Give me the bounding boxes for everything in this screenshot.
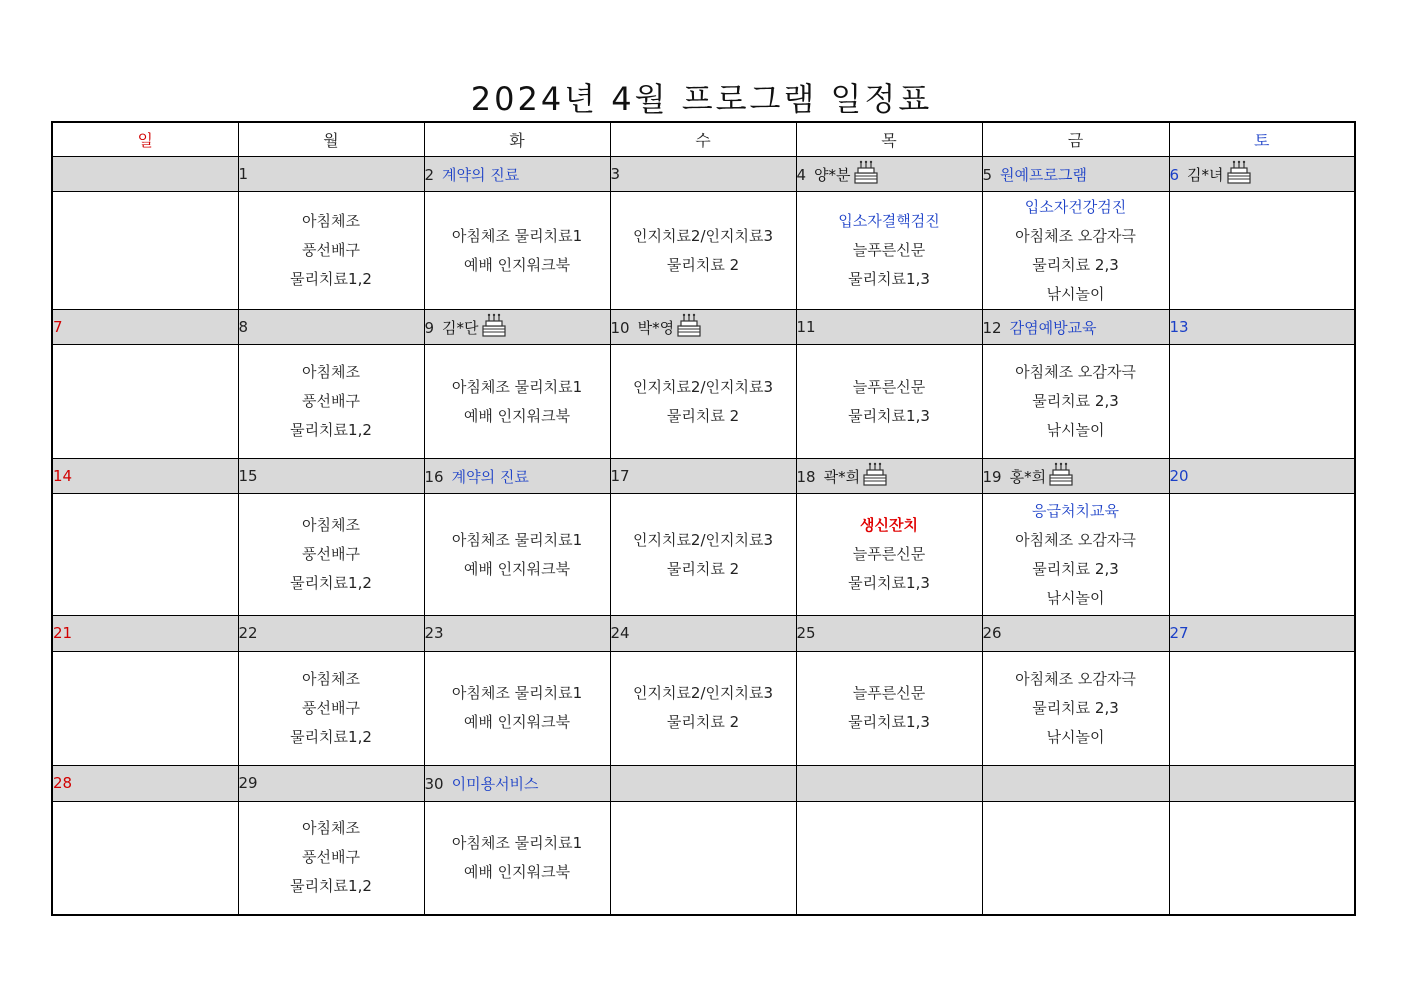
day-cell — [1169, 766, 1355, 801]
program-item: 아침체조 오감자극 — [1015, 669, 1136, 688]
program-item: 물리치료 2 — [666, 713, 740, 732]
day-number: 18 — [796, 468, 816, 487]
day-number: 16 — [424, 467, 444, 486]
day-cell — [982, 310, 1169, 345]
program-item: 낚시놀이 — [1046, 284, 1105, 303]
program-item: 아침체조 — [302, 212, 360, 231]
day-cell — [238, 766, 424, 801]
program-item: 아침체조 오감자극 — [1015, 530, 1136, 549]
day-cell — [238, 310, 424, 345]
program-item: 풍선배구 — [302, 698, 360, 717]
day-number: 20 — [1169, 467, 1189, 486]
program-cell — [424, 651, 610, 766]
day-number: 3 — [610, 165, 621, 184]
day-number: 22 — [238, 624, 258, 643]
program-item: 늘푸른신문 — [852, 545, 926, 564]
program-cell — [1169, 801, 1355, 915]
day-cell — [238, 157, 424, 192]
program-item: 물리치료 2,3 — [1032, 255, 1119, 274]
day-number: 17 — [610, 467, 630, 486]
program-item: 인지치료2/인지치료3 — [632, 377, 774, 396]
program-cell — [796, 494, 982, 616]
program-cell — [982, 651, 1169, 766]
day-number: 28 — [53, 774, 73, 793]
day-cell — [796, 616, 982, 651]
program-cell — [982, 801, 1169, 915]
program-item: 아침체조 — [302, 363, 360, 382]
day-number: 5 — [982, 165, 993, 184]
day-number: 12 — [982, 318, 1002, 337]
program-cell — [982, 494, 1169, 616]
day-number: 25 — [796, 624, 816, 643]
day-number-row — [52, 310, 1355, 345]
day-cell — [238, 616, 424, 651]
day-cell — [796, 459, 982, 494]
day-cell — [610, 459, 796, 494]
program-row — [52, 651, 1355, 766]
program-cell — [610, 801, 796, 915]
day-cell — [424, 459, 610, 494]
program-cell — [1169, 494, 1355, 616]
day-number: 14 — [53, 467, 73, 486]
program-item: 예배 인지워크북 — [463, 713, 571, 732]
day-number: 1 — [238, 165, 249, 184]
program-highlight: 입소자건강검진 — [1024, 197, 1127, 216]
day-cell — [982, 459, 1169, 494]
program-item: 물리치료 2,3 — [1032, 559, 1119, 578]
program-item: 풍선배구 — [302, 241, 360, 260]
day-number: 30 — [424, 774, 444, 793]
program-cell — [52, 494, 238, 616]
program-item: 물리치료 2 — [666, 559, 740, 578]
program-row — [52, 494, 1355, 616]
day-cell — [1169, 310, 1355, 345]
event-label: 계약의 진료 — [442, 165, 520, 184]
program-cell — [796, 192, 982, 310]
program-cell — [424, 345, 610, 459]
day-cell — [52, 616, 238, 651]
day-number: 13 — [1169, 318, 1189, 337]
birthday-cake-icon — [1047, 462, 1075, 490]
header-sat: 토 — [1169, 122, 1355, 157]
day-cell — [1169, 459, 1355, 494]
day-number: 4 — [796, 166, 807, 185]
program-item: 예배 인지워크북 — [463, 255, 571, 274]
birthday-name: 양*분 — [814, 166, 851, 185]
program-item: 아침체조 — [302, 819, 360, 838]
page-title: 2024년 4월 프로그램 일정표 — [470, 80, 933, 118]
program-cell — [610, 494, 796, 616]
program-cell — [424, 801, 610, 915]
day-number: 19 — [982, 468, 1002, 487]
program-highlight: 응급처치교육 — [1032, 501, 1119, 520]
day-number: 6 — [1169, 166, 1180, 185]
program-item: 아침체조 물리치료1 — [451, 833, 583, 852]
program-cell — [52, 192, 238, 310]
program-cell — [238, 192, 424, 310]
program-item: 물리치료1,3 — [848, 270, 930, 289]
program-cell — [982, 192, 1169, 310]
program-item: 아침체조 물리치료1 — [451, 530, 583, 549]
day-number: 9 — [424, 319, 435, 338]
program-cell — [982, 345, 1169, 459]
day-number: 8 — [238, 318, 249, 337]
program-row — [52, 345, 1355, 459]
birthday-name: 곽*희 — [823, 468, 861, 487]
program-item: 풍선배구 — [302, 848, 360, 867]
day-number: 10 — [610, 319, 630, 338]
program-item: 물리치료1,2 — [290, 727, 372, 746]
day-number-row — [52, 766, 1355, 801]
day-number-row — [52, 616, 1355, 651]
program-item: 늘푸른신문 — [852, 684, 926, 703]
header-sun: 일 — [52, 122, 238, 157]
program-item: 인지치료2/인지치료3 — [632, 226, 774, 245]
program-row — [52, 801, 1355, 915]
program-cell — [52, 801, 238, 915]
program-item: 아침체조 오감자극 — [1015, 226, 1136, 245]
program-item: 아침체조 물리치료1 — [451, 226, 583, 245]
program-item: 낚시놀이 — [1046, 727, 1105, 746]
day-number-row — [52, 157, 1355, 192]
program-item: 물리치료1,3 — [848, 574, 930, 593]
program-item: 아침체조 물리치료1 — [451, 377, 583, 396]
program-cell — [238, 801, 424, 915]
birthday-name: 박*영 — [637, 319, 675, 338]
day-cell — [238, 459, 424, 494]
program-item: 물리치료1,3 — [848, 713, 930, 732]
program-item: 물리치료1,2 — [290, 421, 372, 440]
program-item: 늘푸른신문 — [852, 241, 926, 260]
birthday-name: 김*녀 — [1187, 166, 1224, 185]
birthday-cake-icon — [861, 462, 889, 490]
day-number: 15 — [238, 467, 258, 486]
day-cell — [424, 616, 610, 651]
day-cell — [52, 310, 238, 345]
event-label: 이미용서비스 — [451, 774, 539, 793]
day-cell — [424, 766, 610, 801]
weekday-header-row — [52, 122, 1355, 157]
event-label: 계약의 진료 — [451, 467, 529, 486]
program-item: 물리치료 2,3 — [1032, 392, 1119, 411]
program-item: 물리치료1,2 — [290, 270, 372, 289]
day-cell — [1169, 157, 1355, 192]
day-number-row — [52, 459, 1355, 494]
header-thu: 목 — [796, 122, 982, 157]
birthday-cake-icon — [852, 160, 880, 188]
day-number: 24 — [610, 624, 630, 643]
program-cell — [238, 494, 424, 616]
program-cell — [238, 651, 424, 766]
event-label: 원예프로그램 — [1000, 165, 1087, 184]
day-cell — [52, 766, 238, 801]
program-item: 아침체조 — [302, 516, 360, 535]
day-number: 11 — [796, 318, 816, 337]
day-cell — [610, 157, 796, 192]
program-cell — [610, 651, 796, 766]
schedule-calendar — [51, 121, 1356, 916]
program-item: 물리치료 2 — [666, 255, 740, 274]
birthday-name: 홍*희 — [1009, 468, 1047, 487]
day-cell — [796, 310, 982, 345]
day-cell — [796, 157, 982, 192]
program-cell — [424, 192, 610, 310]
birthday-name: 김*단 — [442, 319, 479, 338]
header-tue: 화 — [424, 122, 610, 157]
day-cell — [424, 157, 610, 192]
program-cell — [424, 494, 610, 616]
program-cell — [1169, 345, 1355, 459]
event-label: 감염예방교육 — [1009, 318, 1097, 337]
program-item: 풍선배구 — [302, 392, 360, 411]
birthday-cake-icon — [675, 313, 703, 341]
program-cell — [796, 345, 982, 459]
day-number: 27 — [1169, 624, 1189, 643]
program-cell — [238, 345, 424, 459]
program-item: 아침체조 — [302, 669, 360, 688]
calendar-body — [52, 157, 1355, 916]
program-item: 물리치료1,3 — [848, 406, 930, 425]
program-item: 물리치료1,2 — [290, 877, 372, 896]
birthday-cake-icon — [480, 313, 508, 341]
day-number: 7 — [53, 318, 63, 337]
program-cell — [796, 651, 982, 766]
day-cell — [610, 616, 796, 651]
day-number: 21 — [53, 624, 73, 643]
program-highlight: 입소자결핵검진 — [838, 212, 940, 231]
program-row — [52, 192, 1355, 310]
day-number: 26 — [982, 624, 1002, 643]
day-cell — [610, 766, 796, 801]
program-highlight: 생신잔치 — [860, 516, 918, 535]
day-number: 29 — [238, 774, 258, 793]
program-cell — [796, 801, 982, 915]
program-item: 낚시놀이 — [1046, 588, 1105, 607]
header-mon: 월 — [238, 122, 424, 157]
day-number: 2 — [424, 165, 435, 184]
day-cell — [424, 310, 610, 345]
day-cell — [982, 766, 1169, 801]
day-cell — [1169, 616, 1355, 651]
program-cell — [1169, 651, 1355, 766]
program-item: 예배 인지워크북 — [463, 559, 571, 578]
day-number: 23 — [424, 624, 444, 643]
program-item: 늘푸른신문 — [852, 377, 926, 396]
program-item: 물리치료1,2 — [290, 574, 372, 593]
day-cell — [982, 157, 1169, 192]
program-item: 물리치료 2 — [666, 406, 740, 425]
day-cell — [982, 616, 1169, 651]
program-cell — [1169, 192, 1355, 310]
header-wed: 수 — [610, 122, 796, 157]
program-cell — [610, 192, 796, 310]
day-cell — [52, 157, 238, 192]
program-item: 인지치료2/인지치료3 — [632, 530, 774, 549]
program-item: 아침체조 오감자극 — [1015, 363, 1136, 382]
program-item: 아침체조 물리치료1 — [451, 684, 583, 703]
day-cell — [796, 766, 982, 801]
birthday-cake-icon — [1225, 160, 1253, 188]
header-fri: 금 — [982, 122, 1169, 157]
program-cell — [610, 345, 796, 459]
program-cell — [52, 651, 238, 766]
program-item: 풍선배구 — [302, 545, 360, 564]
program-item: 인지치료2/인지치료3 — [632, 684, 774, 703]
day-cell — [52, 459, 238, 494]
program-item: 예배 인지워크북 — [463, 862, 571, 881]
program-item: 예배 인지워크북 — [463, 406, 571, 425]
day-cell — [610, 310, 796, 345]
program-item: 물리치료 2,3 — [1032, 698, 1119, 717]
program-item: 낚시놀이 — [1046, 421, 1105, 440]
program-cell — [52, 345, 238, 459]
